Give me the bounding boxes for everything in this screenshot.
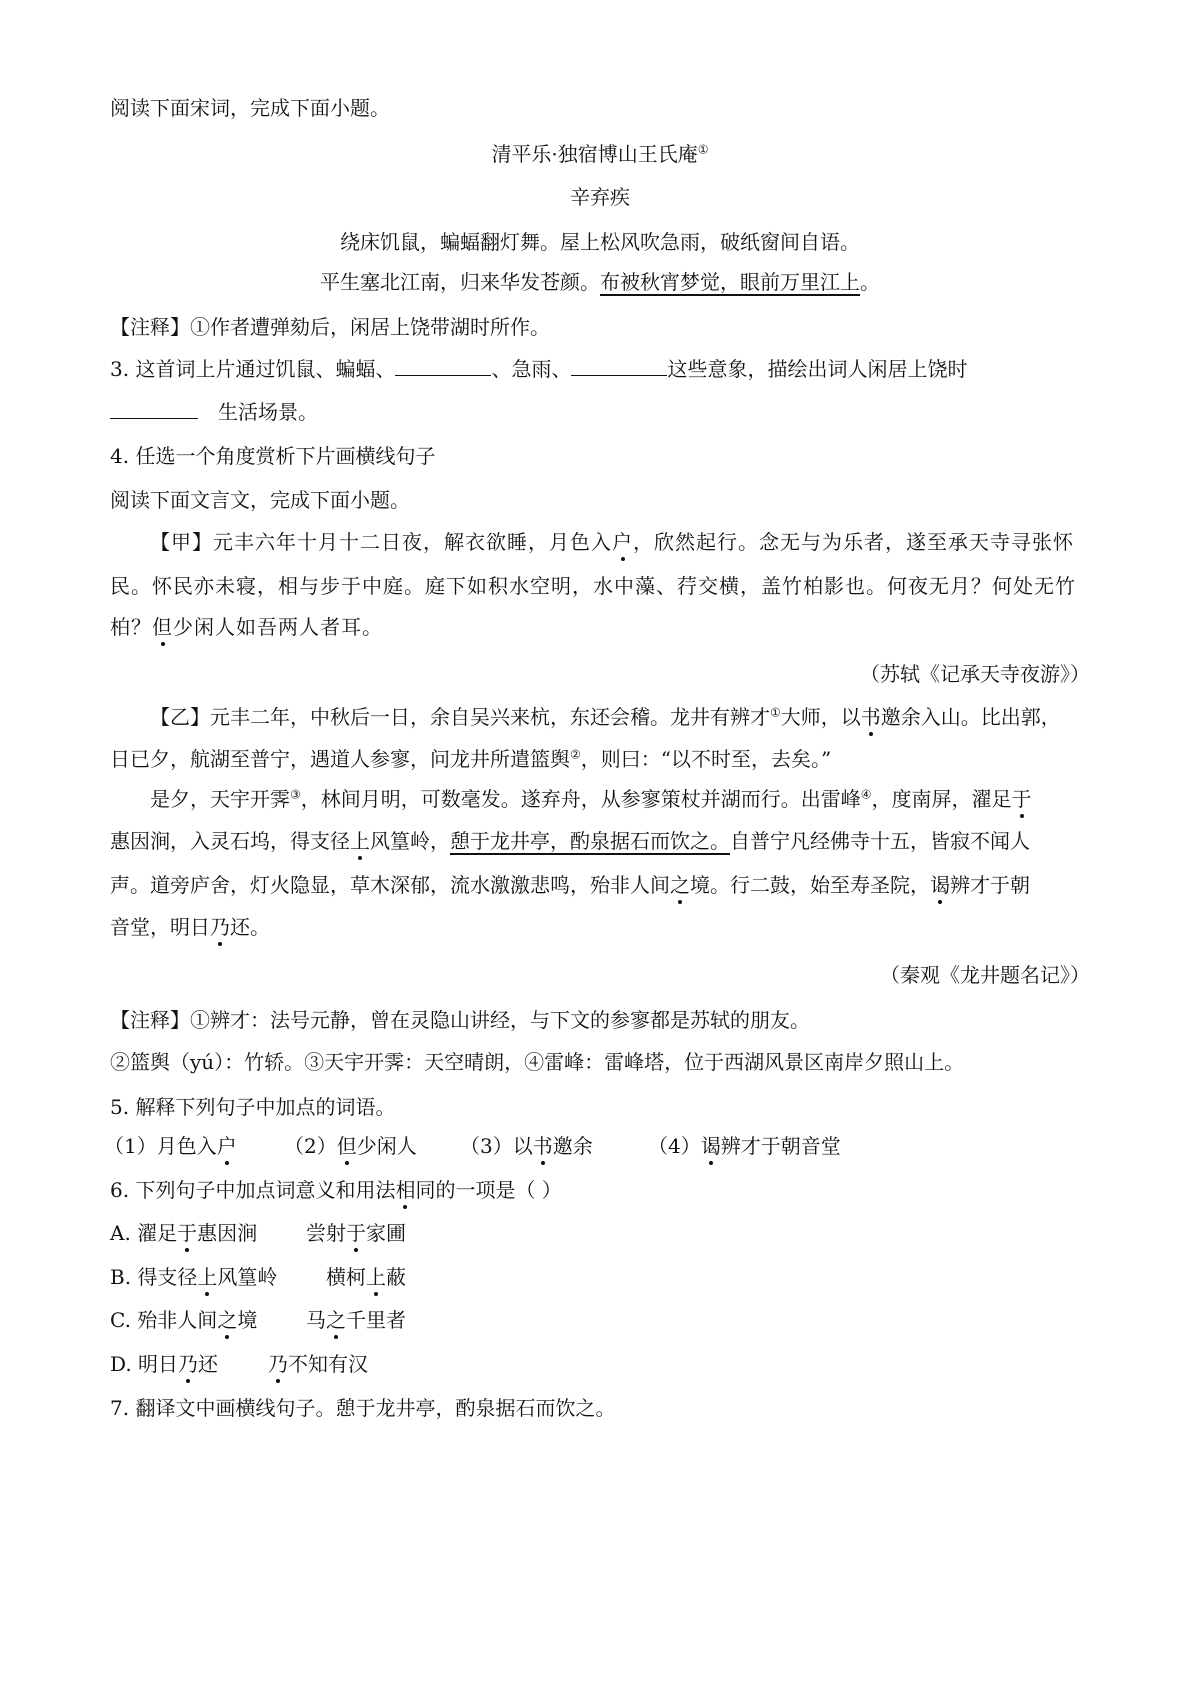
q5-option-1 [104, 1131, 237, 1161]
prose-annotation-2: ②篮舆（yú）：竹轿。③天宇开霁：天空晴朗，④雷峰：雷峰塔，位于西湖风景区南岸夕照山上。 [110, 1050, 965, 1074]
q6-b-compare [326, 1262, 406, 1292]
poem-title-note: ① [697, 142, 709, 157]
yi-l3-b: ，林间月明，可数毫发。遂弃舟，从参寥策杖并湖而行。出雷峰 [300, 787, 861, 811]
q6-stem-b: 同的一项是（ ） [415, 1178, 562, 1202]
dotted-word: 于 [346, 1221, 366, 1245]
q5-o4-rest: 辨才于朝音堂 [720, 1134, 841, 1158]
prose-intro: 阅读下面文言文，完成下面小题。 [110, 488, 410, 512]
q6-d-rest: 还 [198, 1352, 219, 1376]
poem-underlined-sentence: 布被秋宵梦觉，眼前万里江上 [600, 270, 860, 294]
jia-source: （苏轼《记承天寺夜游》） [860, 662, 1090, 686]
footnote-marker: ③ [290, 787, 301, 802]
poem-intro: 阅读下面宋词，完成下面小题。 [110, 96, 390, 120]
q6-option-a[interactable] [110, 1218, 406, 1248]
jia-line-1 [150, 527, 1074, 557]
footnote-marker: ① [770, 705, 781, 720]
yi-l5-c: 辨才于朝 [950, 873, 1030, 897]
q5-option-3 [460, 1131, 593, 1161]
q3-text-3: 这些意象，描绘出词人闲居上饶时 [667, 357, 968, 381]
yi-l6-b: 还。 [230, 915, 270, 939]
poem-author: 辛弃疾 [570, 185, 630, 209]
yi-underlined-sentence: 憩于龙井亭，酌泉据石而饮之。 [450, 829, 730, 853]
yi-source: （秦观《龙井题名记》） [880, 963, 1090, 987]
yi-line-2 [110, 744, 831, 774]
q6-d-compare [268, 1349, 368, 1379]
q6-a-compare-rest: 家圃 [366, 1221, 406, 1245]
yi-line-5 [110, 870, 1030, 900]
yi-line-6 [110, 912, 270, 942]
q6-c-text: C. 殆非人间 [110, 1308, 218, 1332]
q6-b-text: B. 得支径 [110, 1265, 198, 1289]
q5-o2-text: （2） [284, 1134, 337, 1158]
q6-option-b[interactable] [110, 1262, 406, 1292]
poem-line-2-start: 平生塞北江南，归来华发苍颜。 [320, 270, 600, 294]
q6-option-d[interactable] [110, 1349, 368, 1379]
dotted-word: 相 [395, 1178, 416, 1202]
poem-line-2 [0, 267, 1200, 297]
yi-l3-c: ，度南屏，濯足 [871, 787, 1012, 811]
dotted-word: 谒 [930, 873, 950, 897]
yi-l1-b: 大师，以 [780, 705, 861, 729]
jia-l3-b: 少闲人如吾两人者耳。 [173, 615, 383, 639]
q3-blank-1[interactable] [395, 357, 491, 376]
q3-blank-3[interactable] [110, 400, 198, 419]
yi-l1-c: 邀余入山。比出郭， [880, 705, 1061, 729]
dotted-word: 但 [336, 1134, 357, 1158]
prose-annotation-1: 【注释】①辨才：法号元静，曾在灵隐山讲经，与下文的参寥都是苏轼的朋友。 [110, 1008, 810, 1032]
q6-b-compare-rest: 蔽 [386, 1265, 406, 1289]
dotted-word: 乃 [268, 1352, 288, 1376]
yi-l5-a: 声。道旁庐舍，灯火隐显，草木深郁，流水激激悲鸣，殆非人间 [110, 873, 670, 897]
q5-option-2 [284, 1131, 417, 1161]
q6-stem-a: 6. 下列句子中加点词意义和用法 [110, 1178, 396, 1202]
jia-l3-a: 柏？ [110, 615, 152, 639]
q3-text-4: 生活场景。 [218, 400, 318, 424]
dotted-word: 上 [197, 1265, 218, 1289]
q6-d-text: D. 明日 [110, 1352, 179, 1376]
dotted-word: 书 [532, 1134, 553, 1158]
yi-l6-a: 音堂，明日 [110, 915, 210, 939]
yi-l4-a: 惠因涧，入灵石坞，得支径 [110, 829, 350, 853]
q3-text-2: 、急雨、 [491, 357, 572, 381]
dotted-word: 书 [860, 705, 881, 729]
question-5-stem: 5. 解释下列句子中加点的词语。 [110, 1095, 396, 1119]
q3-blank-2[interactable] [571, 357, 667, 376]
q6-a-compare-text: 尝射 [306, 1221, 346, 1245]
dotted-word: 上 [366, 1265, 386, 1289]
question-3-line-1 [110, 354, 967, 384]
q6-a-text: A. 濯足 [110, 1221, 178, 1245]
dotted-word: 户 [216, 1134, 237, 1158]
q6-option-c[interactable] [110, 1305, 406, 1335]
jia-l1-a: 【甲】元丰六年十月十二日夜，解衣欲睡，月色入 [150, 530, 612, 554]
q6-c-compare-text: 马 [306, 1308, 326, 1332]
question-6-stem [110, 1175, 562, 1205]
yi-line-1 [150, 702, 1061, 732]
poem-line-2-end: 。 [860, 270, 880, 294]
q6-c-rest: 境 [237, 1308, 258, 1332]
dotted-word: 谒 [700, 1134, 721, 1158]
q5-o4-text: （4） [648, 1134, 701, 1158]
yi-l4-b: 风篁岭， [370, 829, 450, 853]
q6-a-rest: 惠因涧 [197, 1221, 258, 1245]
poem-title [0, 139, 1200, 169]
yi-l2-b: ，则曰：“以不时至，去矣。” [580, 747, 832, 771]
yi-l1-a: 【乙】元丰二年，中秋后一日，余自吴兴来杭，东还会稽。龙井有辨才 [150, 705, 770, 729]
jia-l1-b: ，欣然起行。念无与为乐者，遂至承天寺寻张怀 [633, 530, 1074, 554]
q6-d-compare-rest: 不知有汉 [288, 1352, 368, 1376]
jia-line-3 [110, 612, 383, 642]
yi-line-4 [110, 826, 1030, 856]
q5-o3-rest: 邀余 [552, 1134, 593, 1158]
dotted-word: 乃 [178, 1352, 199, 1376]
q5-o1-text: （1）月色入 [104, 1134, 217, 1158]
q5-o2-rest: 少闲人 [356, 1134, 417, 1158]
dotted-word: 户 [612, 530, 633, 554]
dotted-word: 之 [217, 1308, 238, 1332]
dotted-word: 但 [152, 615, 173, 639]
yi-l2-a: 日已夕，航湖至普宁，遇道人参寥，问龙井所遣篮舆 [110, 747, 570, 771]
q5-option-4 [648, 1131, 841, 1161]
dotted-word: 于 [1011, 787, 1032, 811]
footnote-marker: ④ [860, 787, 872, 802]
q6-b-rest: 风篁岭 [217, 1265, 278, 1289]
yi-l4-c: 自普宁凡经佛寺十五，皆寂不闻人 [730, 829, 1030, 853]
yi-line-3 [150, 784, 1032, 814]
poem-title-text: 清平乐·独宿博山王氏庵 [491, 142, 698, 166]
dotted-word: 乃 [210, 915, 230, 939]
q6-c-compare-rest: 千里者 [346, 1308, 406, 1332]
dotted-word: 之 [670, 873, 690, 897]
q6-a-compare [306, 1218, 406, 1248]
q5-o3-text: （3）以 [460, 1134, 533, 1158]
question-4: 4. 任选一个角度赏析下片画横线句子 [110, 444, 436, 468]
dotted-word: 于 [177, 1221, 198, 1245]
yi-l3-a: 是夕，天宇开霁 [150, 787, 290, 811]
question-3-line-2 [110, 397, 318, 427]
jia-line-2: 民。怀民亦未寝，相与步于中庭。庭下如积水空明，水中藻、荇交横，盖竹柏影也。何夜无月？何处无竹 [110, 574, 1076, 598]
poem-annotation: 【注释】①作者遭弹劾后，闲居上饶带湖时所作。 [110, 315, 550, 339]
footnote-marker: ② [570, 747, 581, 762]
question-7: 7. 翻译文中画横线句子。憩于龙井亭，酌泉据石而饮之。 [110, 1396, 616, 1420]
q3-text-1: 3. 这首词上片通过饥鼠、蝙蝠、 [110, 357, 396, 381]
q6-c-compare [306, 1305, 406, 1335]
poem-line-1: 绕床饥鼠，蝙蝠翻灯舞。屋上松风吹急雨，破纸窗间自语。 [340, 230, 860, 254]
dotted-word: 之 [326, 1308, 346, 1332]
yi-l5-b: 境。行二鼓，始至寿圣院， [690, 873, 930, 897]
dotted-word: 上 [350, 829, 370, 853]
q6-b-compare-text: 横柯 [326, 1265, 366, 1289]
